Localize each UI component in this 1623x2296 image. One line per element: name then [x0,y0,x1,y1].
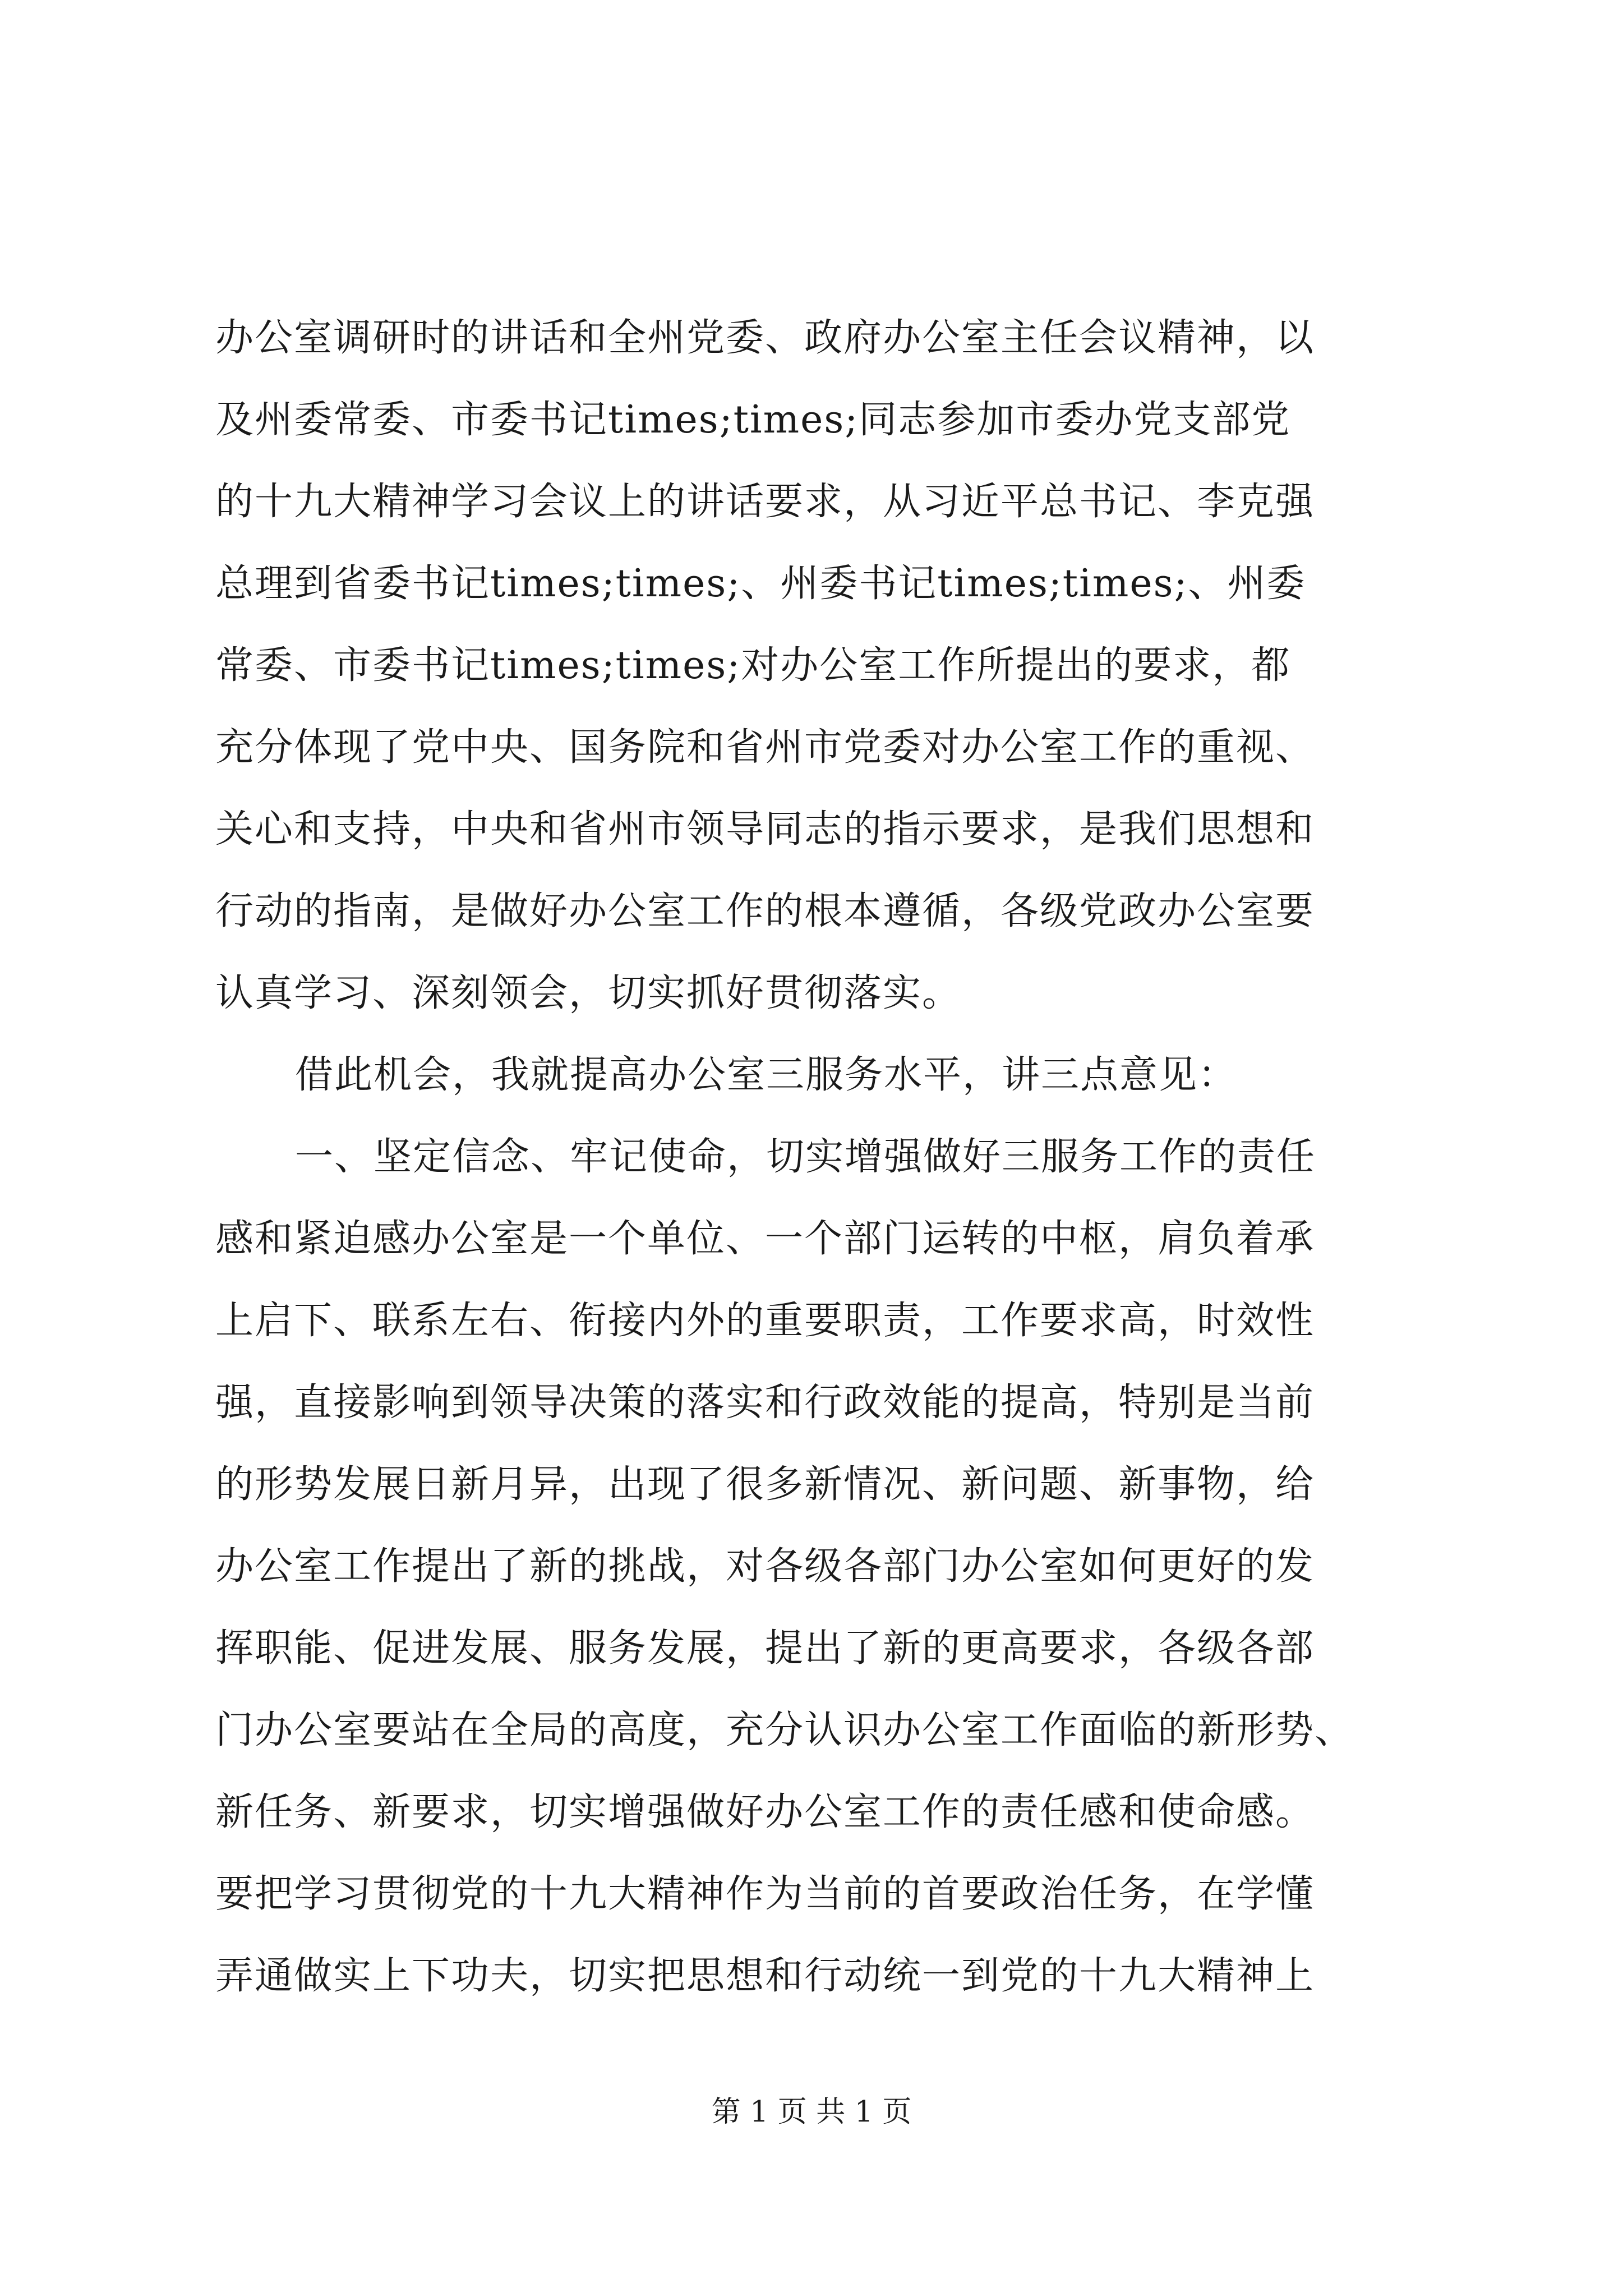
text-line: 行动的指南，是做好办公室工作的根本遵循，各级党政办公室要 [215,889,1315,933]
text-line: 充分体现了党中央、国务院和省州市党委对办公室工作的重视、 [215,725,1315,770]
text-line: 感和紧迫感办公室是一个单位、一个部门运转的中枢，肩负着承 [215,1217,1315,1261]
paragraph-first-line: 一、坚定信念、牢记使命，切实增强做好三服务工作的责任 [295,1135,1316,1179]
text-line: 认真学习、深刻领会，切实抓好贯彻落实。 [215,971,962,1015]
text-line: 强，直接影响到领导决策的落实和行政效能的提高，特别是当前 [215,1381,1315,1425]
text-line: 挥职能、促进发展、服务发展，提出了新的更高要求，各级各部 [215,1626,1315,1671]
paragraph-first-line: 借此机会，我就提高办公室三服务水平，讲三点意见： [295,1053,1238,1097]
text-line: 上启下、联系左右、衔接内外的重要职责，工作要求高，时效性 [215,1299,1315,1343]
text-line: 门办公室要站在全局的高度，充分认识办公室工作面临的新形势、 [215,1708,1354,1752]
text-line: 关心和支持，中央和省州市领导同志的指示要求，是我们思想和 [215,807,1315,852]
text-line: 办公室调研时的讲话和全州党委、政府办公室主任会议精神，以 [215,316,1315,360]
text-line: 及州委常委、市委书记times;times;同志参加市委办党支部党 [215,398,1291,442]
text-line: 新任务、新要求，切实增强做好办公室工作的责任感和使命感。 [215,1790,1315,1834]
text-line: 办公室工作提出了新的挑战，对各级各部门办公室如何更好的发 [215,1544,1315,1589]
text-line: 要把学习贯彻党的十九大精神作为当前的首要政治任务，在学懂 [215,1872,1315,1916]
page-number-footer: 第 1 页 共 1 页 [711,2095,912,2129]
document-body [215,297,1421,2017]
text-line: 常委、市委书记times;times;对办公室工作所提出的要求，都 [215,643,1291,688]
text-line: 的十九大精神学习会议上的讲话要求，从习近平总书记、李克强 [215,480,1315,524]
text-line: 的形势发展日新月异，出现了很多新情况、新问题、新事物，给 [215,1462,1315,1507]
text-line: 弄通做实上下功夫，切实把思想和行动统一到党的十九大精神上 [215,1954,1315,1998]
text-line: 总理到省委书记times;times;、州委书记times;times;、州委 [215,562,1306,606]
